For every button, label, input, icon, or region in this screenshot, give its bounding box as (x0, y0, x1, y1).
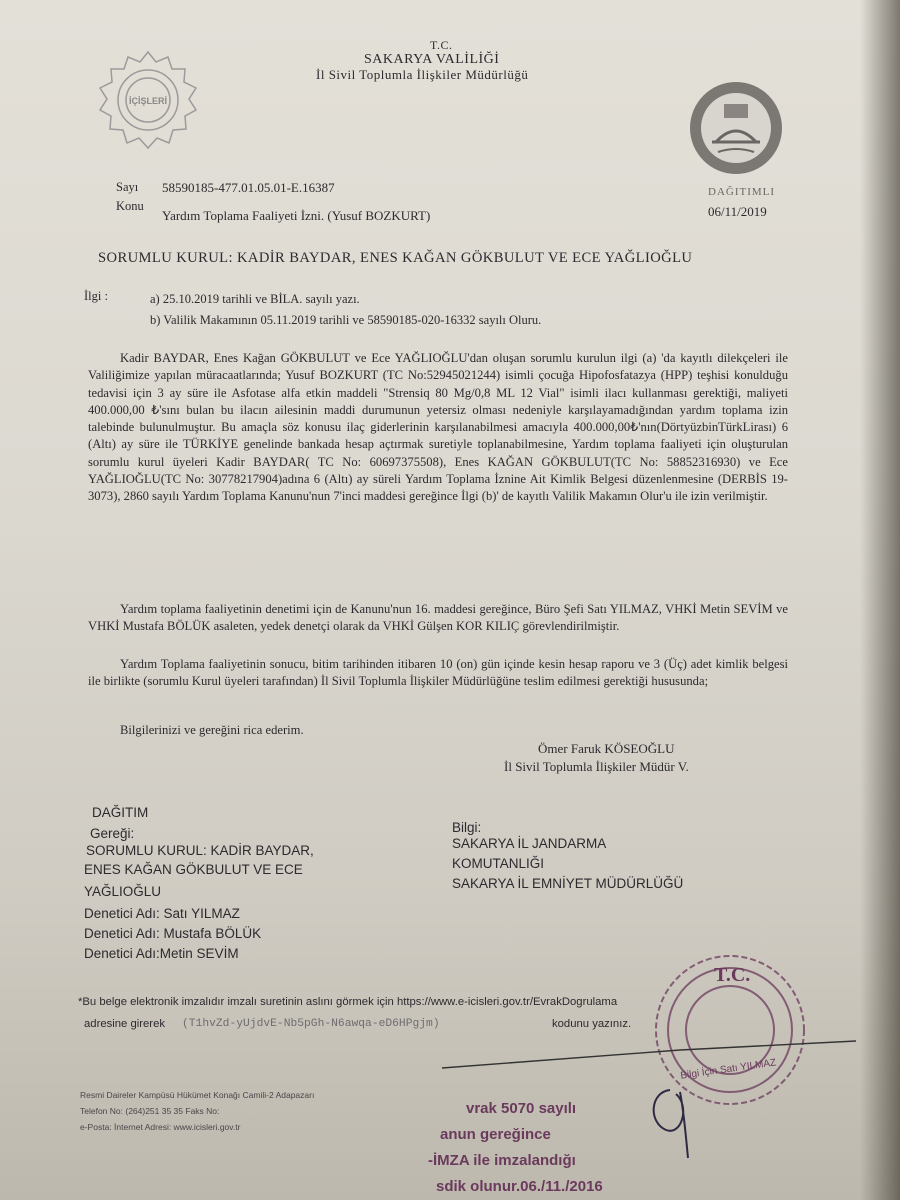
header-tc: T.C. (430, 38, 453, 52)
distribution-title: DAĞITIM (92, 805, 149, 820)
addressee: SORUMLU KURUL: KADİR BAYDAR, ENES KAĞAN GÖKBULUT VE ECE YAĞLIOĞLU (98, 250, 693, 266)
handwritten-line-icon (440, 1038, 860, 1078)
certification-stamp-line-2: anun gereğince (440, 1126, 551, 1143)
dagitim-label: DAĞITIMLI (708, 186, 776, 198)
gereg-label: Gereği: (90, 826, 135, 841)
gereg-line-4: Denetici Adı: Satı YILMAZ (84, 906, 240, 921)
gereg-line-5: Denetici Adı: Mustafa BÖLÜK (84, 926, 262, 941)
konu-value: Yardım Toplama Faaliyeti İzni. (Yusuf BOZKURT) (162, 208, 431, 223)
bilgi-label: Bilgi: (452, 820, 482, 835)
gereg-line-2: ENES KAĞAN GÖKBULUT VE ECE (84, 862, 303, 877)
esign-line-2-prefix: adresine girerek (84, 1018, 166, 1030)
gereg-line-3: YAĞLIOĞLU (84, 884, 162, 899)
header-office: SAKARYA VALİLİĞİ (364, 52, 500, 67)
konu-label: Konu (116, 199, 144, 213)
paragraph-1: Kadir BAYDAR, Enes Kağan GÖKBULUT ve Ece YAĞLIOĞLU'dan oluşan sorumlu kurulun ilgi (a) 'da kayıtlı dilekçeleri ile Valiliğimize yapılan müracaatlarında; Yusuf BOZKURT (TC No:52945021244) isimli çocuğa Hipofosfatazya (HPP) teşhisi konulduğu tedavisi için 3 ay süre ile Asfotase alfa etkin maddeli "Strensiq 80 Mg/0,8 ML 12 Vial" isimli ilacı kullanması gerektiği, maliyeti 400.000,00 ₺'sını bulan bu ilacın ailesinin maddi durumunun yetersiz olması nedeniyle karşılayamadığından yardım toplama izin talebinde bulunulmuştur. Bu amaçla söz konusu ilaç giderlerinin karşılanabilmesi amacıyla 400.000,00₺'nın(DörtyüzbinTürkLirası) 6 (Altı) ay süre ile TÜRKİYE genelinde bankada hesap açtırmak suretiyle toplanabilmesine, Yardım toplama faaliyeti için oluşturulan sorumlu kurul üyeleri Kadir BAYDAR( TC No: 60697375508), Enes KAĞAN GÖKBULUT(TC No: 58852316930) ve Ece YAĞLIOĞLU(TC No: 30778217904)adına 6 (Altı) ay süreli Yardım Toplama İznine Ait Kimlik Belgesi düzenlenmesine (DERBİS 19-3073), 2860 sayılı Yardım Toplama Kanunu'nun 7'inci maddesi gereğince İlgi (b)' de kayıtlı Valilik Makamın Olur'u ile izin verilmiştir. (88, 351, 788, 504)
footer-address: Resmi Daireler Kampüsü Hükümet Konağı Camili-2 Adapazarı (80, 1090, 315, 1100)
round-stamp-bottom: Bilgi İçin Satı YILMAZ (679, 1057, 777, 1082)
certification-stamp-line-4: sdik olunur.06./11./2016 (436, 1178, 603, 1195)
handwritten-signature-icon (640, 1082, 710, 1162)
ilgi-a: a) 25.10.2019 tarihli ve BİLA. sayılı yazı. (150, 292, 360, 306)
footer-web: e-Posta: İnternet Adresi: www.icisleri.gov.tr (80, 1122, 241, 1132)
paragraph-3: Yardım Toplama faaliyetinin sonucu, bitim tarihinden itibaren 10 (on) gün içinde kesin hesap raporu ve 3 (Üç) adet kimlik belgesi ile birlikte (sorumlu Kurul üyeleri tarafından) İl Sivil Toplumla İlişkiler Müdürlüğüne teslim edilmesi gerektiği hususunda; (88, 657, 788, 689)
paragraph-2: Yardım toplama faaliyetinin denetimi için de Kanunu'nun 16. maddesi gereğince, Büro Şefi Satı YILMAZ, VHKİ Metin SEVİM ve VHKİ Mustafa BÖLÜK asaleten, yedek denetçi olarak da VHKİ Gülşen KOR KILIÇ görevlendirilmiştir. (88, 602, 788, 634)
gereg-line-1: SORUMLU KURUL: KADİR BAYDAR, (86, 843, 314, 858)
svg-text:İÇİŞLERİ: İÇİŞLERİ (128, 96, 168, 106)
document-date: 06/11/2019 (708, 204, 767, 219)
sayi-label: Sayı (116, 180, 139, 194)
certification-stamp-line-1: vrak 5070 sayılı (466, 1100, 577, 1117)
footer-phone: Telefon No: (264)251 35 35 Faks No: (80, 1106, 220, 1116)
ilgi-b: b) Valilik Makamının 05.11.2019 tarihli ve 58590185-020-16332 sayılı Oluru. (150, 313, 542, 327)
bilgi-line-1: SAKARYA İL JANDARMA (452, 836, 607, 851)
page-edge-shadow (860, 0, 900, 1200)
ilgi-label: İlgi : (84, 289, 108, 303)
gereg-line-6: Denetici Adı:Metin SEVİM (84, 946, 239, 961)
bilgi-line-2: KOMUTANLIĞI (452, 856, 545, 871)
header-department: İl Sivil Toplumla İlişkiler Müdürlüğü (316, 67, 529, 82)
esign-line-2-suffix: kodunu yazınız. (552, 1018, 632, 1030)
sayi-value: 58590185-477.01.05.01-E.16387 (162, 180, 335, 195)
signatory-name: Ömer Faruk KÖSEOĞLU (538, 741, 675, 756)
esign-line-1: *Bu belge elektronik imzalıdır imzalı suretinin aslını görmek için https://www.e-icisleri.gov.tr/EvrakDogrulama (78, 996, 618, 1008)
bilgi-line-3: SAKARYA İL EMNİYET MÜDÜRLÜĞÜ (452, 876, 684, 891)
paragraph-4: Bilgilerinizi ve gereğini rica ederim. (120, 723, 304, 737)
ministry-seal-icon (92, 48, 204, 160)
signatory-title: İl Sivil Toplumla İlişkiler Müdür V. (504, 759, 689, 774)
certification-stamp-line-3: -İMZA ile imzalandığı (428, 1152, 576, 1169)
governorship-emblem-icon (688, 80, 784, 176)
round-stamp-top: T.C. (714, 964, 751, 986)
esign-code: (T1hvZd-yUjdvE-Nb5pGh-N6awqa-eD6HPgjm) (182, 1018, 440, 1030)
